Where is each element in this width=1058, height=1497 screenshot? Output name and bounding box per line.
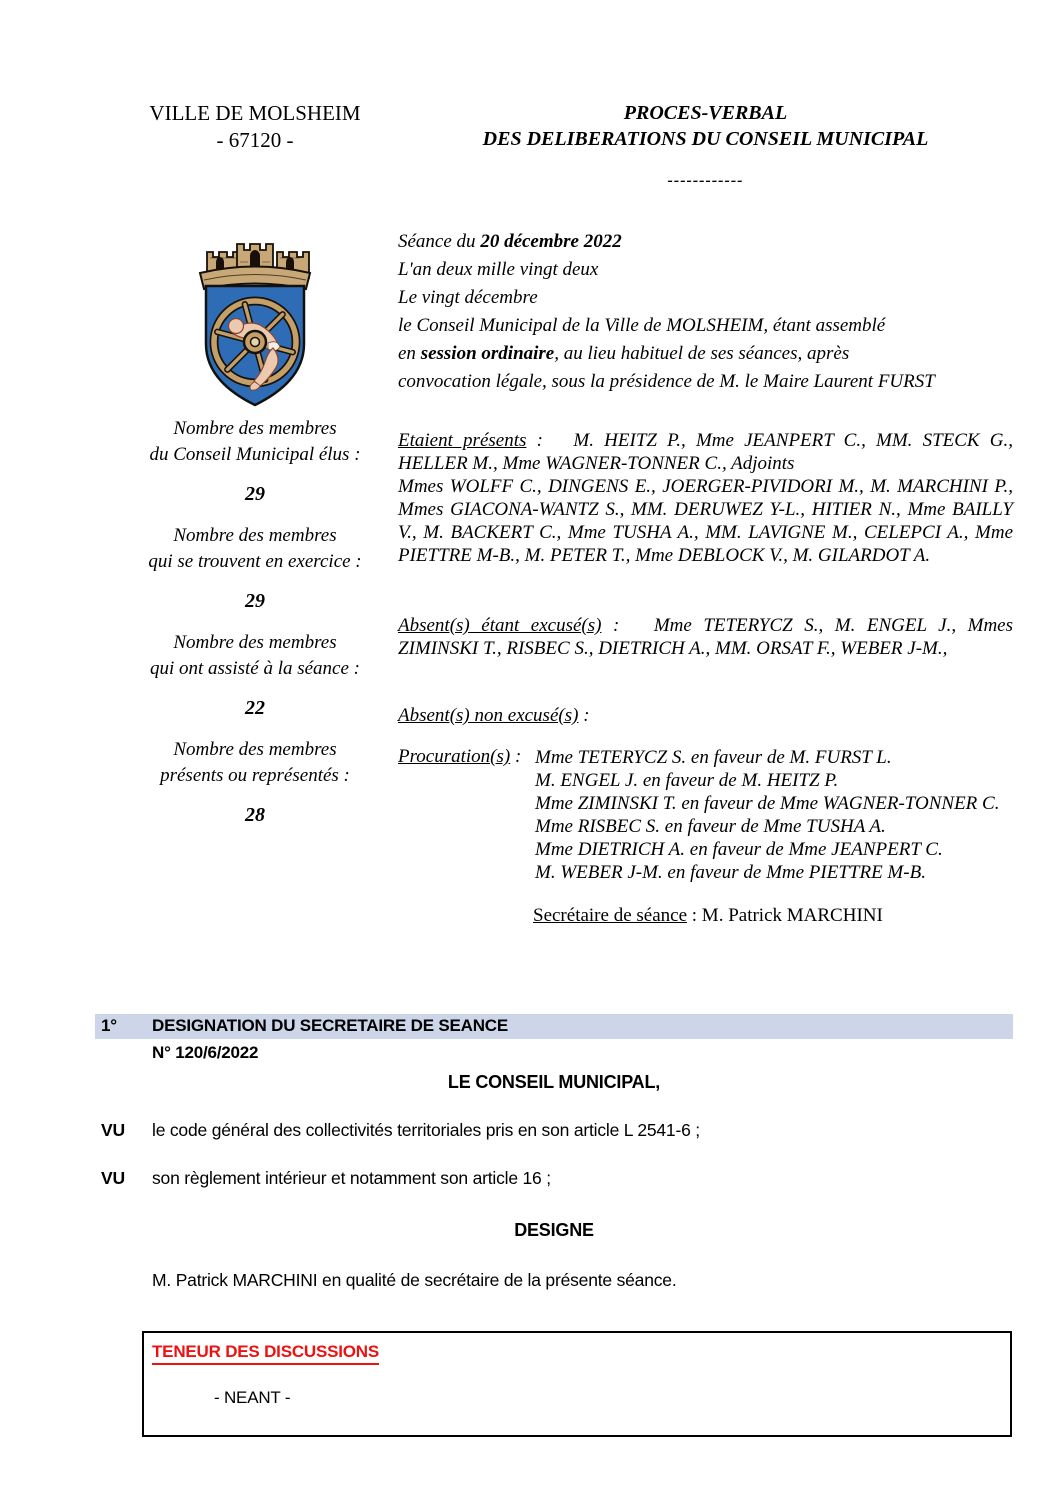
secretary-label: Secrétaire de séance	[533, 905, 688, 926]
member-count-value: 29	[244, 483, 265, 505]
member-count-label: du Conseil Municipal élus :	[149, 444, 361, 465]
title-separator: ------------	[667, 172, 744, 189]
presents-label: Etaient présents	[398, 430, 527, 451]
absents-not-excused-label: Absent(s) non excusé(s)	[398, 705, 579, 726]
session-type: session ordinaire	[420, 343, 555, 364]
section-title: DESIGNATION DU SECRETAIRE DE SEANCE	[152, 1016, 509, 1035]
document-title-line1: PROCES-VERBAL	[623, 102, 788, 124]
decision-text: M. Patrick MARCHINI en qualité de secrétaire de la présente séance.	[152, 1270, 677, 1290]
member-count-label: présents ou représentés :	[160, 765, 350, 786]
seance-details	[398, 228, 1013, 396]
procuration-item: Mme DIETRICH A. en faveur de Mme JEANPERT C.	[535, 839, 943, 860]
member-count-label: Nombre des membres	[173, 525, 337, 546]
procuration-item: M. ENGEL J. en faveur de M. HEITZ P.	[535, 770, 839, 791]
discussions-content: - NEANT -	[214, 1388, 291, 1407]
discussions-box	[142, 1331, 1012, 1437]
section-heading-band	[95, 1014, 1013, 1039]
council-heading: LE CONSEIL MUNICIPAL,	[447, 1072, 661, 1092]
decision-heading: DESIGNE	[514, 1220, 594, 1240]
procuration-item: Mme ZIMINSKI T. en faveur de Mme WAGNER-TONNER C.	[535, 793, 1000, 814]
member-count-block	[148, 523, 361, 614]
document-header	[0, 0, 1058, 194]
document-title-line2: DES DELIBERATIONS DU CONSEIL MUNICIPAL	[482, 128, 929, 150]
seance-line: Le vingt décembre	[398, 287, 538, 308]
commune-postal-code: - 67120 -	[216, 128, 294, 152]
deliberation-item-1	[95, 1014, 1013, 1291]
member-count-label: qui se trouvent en exercice :	[148, 551, 362, 572]
absents-excused-paragraph: Absent(s) étant excusé(s) : Mme TETERYCZ S., M. ENGEL J., Mmes ZIMINSKI T., RISBEC S., DIETRICH A., MM. ORSAT F., WEBER J-M.,	[398, 615, 1013, 659]
commune-block	[112, 100, 398, 194]
member-count-value: 22	[244, 697, 265, 719]
presents-paragraph: Etaient présents : M. HEITZ P., Mme JEANPERT C., MM. STECK G., HELLER M., Mme WAGNER-TONNER C., Adjoints	[398, 430, 1014, 474]
procurations-block	[398, 746, 1013, 884]
left-column	[112, 228, 398, 946]
member-count-label: Nombre des membres	[173, 418, 337, 439]
member-count-block	[148, 630, 361, 721]
right-column	[398, 228, 1058, 946]
seance-line: L'an deux mille vingt deux	[398, 259, 599, 280]
vu-text: le code général des collectivités territoriales pris en son article L 2541-6 ;	[152, 1120, 700, 1140]
main-columns	[0, 228, 1058, 946]
procuration-item: Mme RISBEC S. en faveur de Mme TUSHA A.	[535, 816, 886, 837]
vu-keyword: VU	[101, 1120, 125, 1140]
seance-line: le Conseil Municipal de la Ville de MOLSHEIM, étant assemblé	[398, 315, 886, 336]
absents-not-excused-paragraph: Absent(s) non excusé(s) :	[398, 705, 590, 726]
member-count-value: 28	[244, 804, 265, 826]
deliberation-reference: N° 120/6/2022	[152, 1043, 259, 1062]
member-count-block	[148, 416, 361, 507]
member-count-label: Nombre des membres	[173, 632, 337, 653]
procurations-list	[535, 746, 999, 884]
member-counts	[148, 416, 361, 844]
secretary-line: Secrétaire de séance : M. Patrick MARCHINI	[533, 905, 883, 926]
vu-clause	[95, 1120, 1013, 1141]
commune-name: VILLE DE MOLSHEIM	[149, 101, 361, 125]
discussions-title: TENEUR DES DISCUSSIONS	[152, 1342, 379, 1365]
section-number: 1°	[101, 1016, 117, 1035]
absents-excused-label: Absent(s) étant excusé(s)	[398, 615, 602, 636]
vu-text: son règlement intérieur et notamment son article 16 ;	[152, 1168, 551, 1188]
seance-date-line: Séance du 20 décembre 2022	[398, 231, 622, 252]
procuration-item: M. WEBER J-M. en faveur de Mme PIETTRE M-B.	[535, 862, 926, 883]
procurations-label: Procuration(s) :	[398, 746, 522, 767]
presents-paragraph-continued: Mmes WOLFF C., DINGENS E., JOERGER-PIVIDORI M., M. MARCHINI P., Mmes GIACONA-WANTZ S., MM. DERUWEZ Y-L., HITIER N., Mme BAILLY V., M. BACKERT C., Mme TUSHA A., MM. LAVIGNE M., CELEPCI A., Mme PIETTRE M-B., M. PETER T., Mme DEBLOCK V., M. GILARDOT A.	[398, 476, 1013, 566]
member-count-value: 29	[244, 590, 265, 612]
vu-clause	[95, 1168, 1013, 1189]
seance-line: convocation légale, sous la présidence de M. le Maire Laurent FURST	[398, 371, 935, 392]
seance-line: en session ordinaire, au lieu habituel de ses séances, après	[398, 343, 850, 364]
molsheim-coat-of-arms-icon	[180, 236, 330, 408]
vu-keyword: VU	[101, 1168, 125, 1188]
procuration-item: Mme TETERYCZ S. en faveur de M. FURST L.	[535, 747, 892, 768]
member-count-label: Nombre des membres	[173, 739, 337, 760]
seance-date: 20 décembre 2022	[480, 231, 622, 252]
document-title-block	[398, 100, 1058, 194]
member-count-block	[148, 737, 361, 828]
member-count-label: qui ont assisté à la séance :	[149, 658, 360, 679]
